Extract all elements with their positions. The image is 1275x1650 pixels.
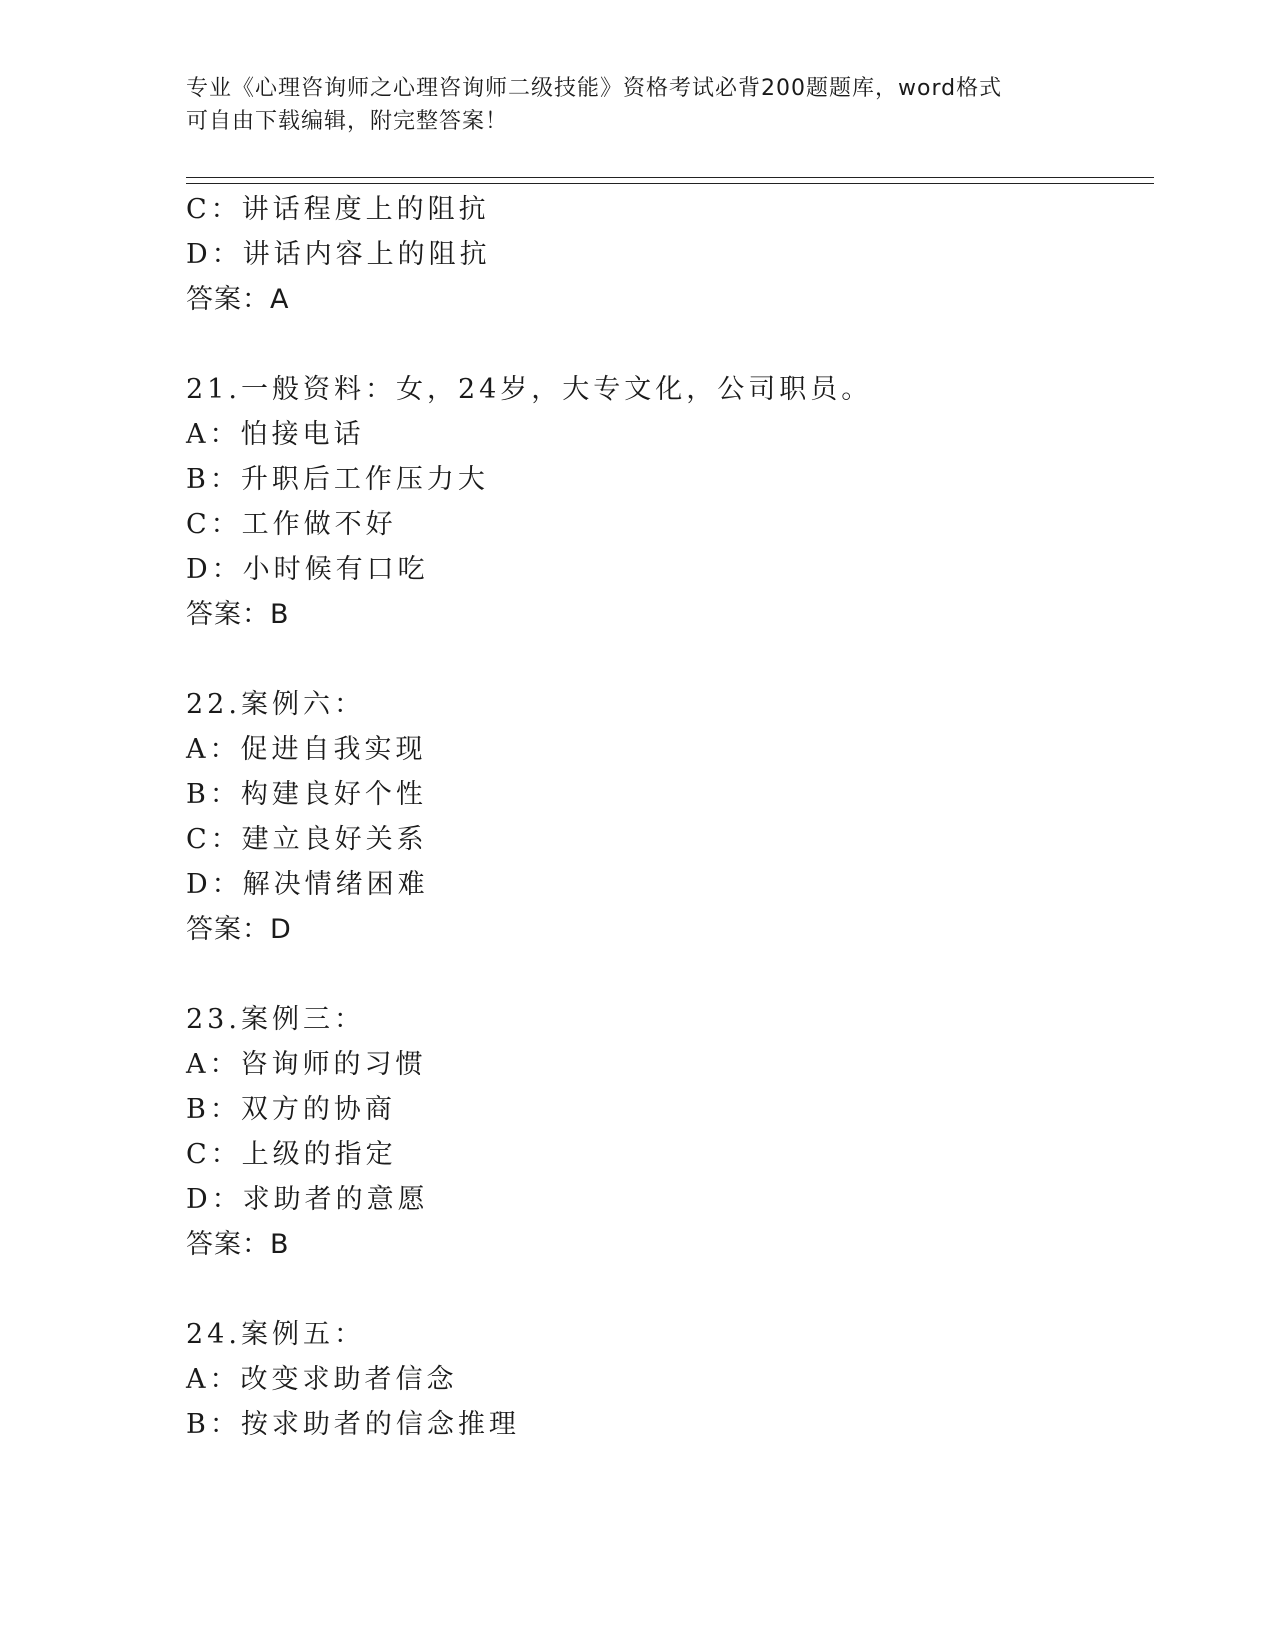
q21-option-d: D：小时候有口吃 — [186, 554, 429, 585]
q21-stem: 21.一般资料：女，24岁，大专文化，公司职员。 — [186, 374, 873, 405]
q22-stem: 22.案例六： — [186, 689, 365, 720]
q22-option-b: B：构建良好个性 — [186, 779, 427, 810]
document-header — [186, 72, 1086, 138]
q23-option-a: A：咨询师的习惯 — [186, 1049, 427, 1080]
q21-option-c: C：工作做不好 — [186, 509, 397, 540]
q23-option-d: D：求助者的意愿 — [186, 1184, 429, 1215]
q22-answer: 答案：D — [186, 914, 292, 945]
q23-option-c: C：上级的指定 — [186, 1139, 397, 1170]
header-divider-bottom — [186, 183, 1154, 184]
q24-stem: 24.案例五： — [186, 1319, 365, 1350]
q21-answer: 答案：B — [186, 599, 290, 630]
q22-option-a: A：促进自我实现 — [186, 734, 427, 765]
q22-option-c: C：建立良好关系 — [186, 824, 428, 855]
q23-answer: 答案：B — [186, 1229, 290, 1260]
q24-option-a: A：改变求助者信念 — [186, 1364, 458, 1395]
q21-option-b: B：升职后工作压力大 — [186, 464, 489, 495]
q22-option-d: D：解决情绪困难 — [186, 869, 429, 900]
header-title-line-2: 可自由下载编辑，附完整答案！ — [186, 109, 509, 134]
header-divider-top — [186, 177, 1154, 178]
q23-stem: 23.案例三： — [186, 1004, 365, 1035]
header-title-line-1: 专业《心理咨询师之心理咨询师二级技能》资格考试必背200题题库，word格式 — [186, 76, 1003, 101]
prev-option-c: C：讲话程度上的阻抗 — [186, 194, 490, 225]
q24-option-b: B：按求助者的信念推理 — [186, 1409, 520, 1440]
prev-option-d: D：讲话内容上的阻抗 — [186, 239, 491, 270]
q21-option-a: A：怕接电话 — [186, 419, 365, 450]
prev-answer: 答案：A — [186, 284, 290, 315]
q23-option-b: B：双方的协商 — [186, 1094, 396, 1125]
